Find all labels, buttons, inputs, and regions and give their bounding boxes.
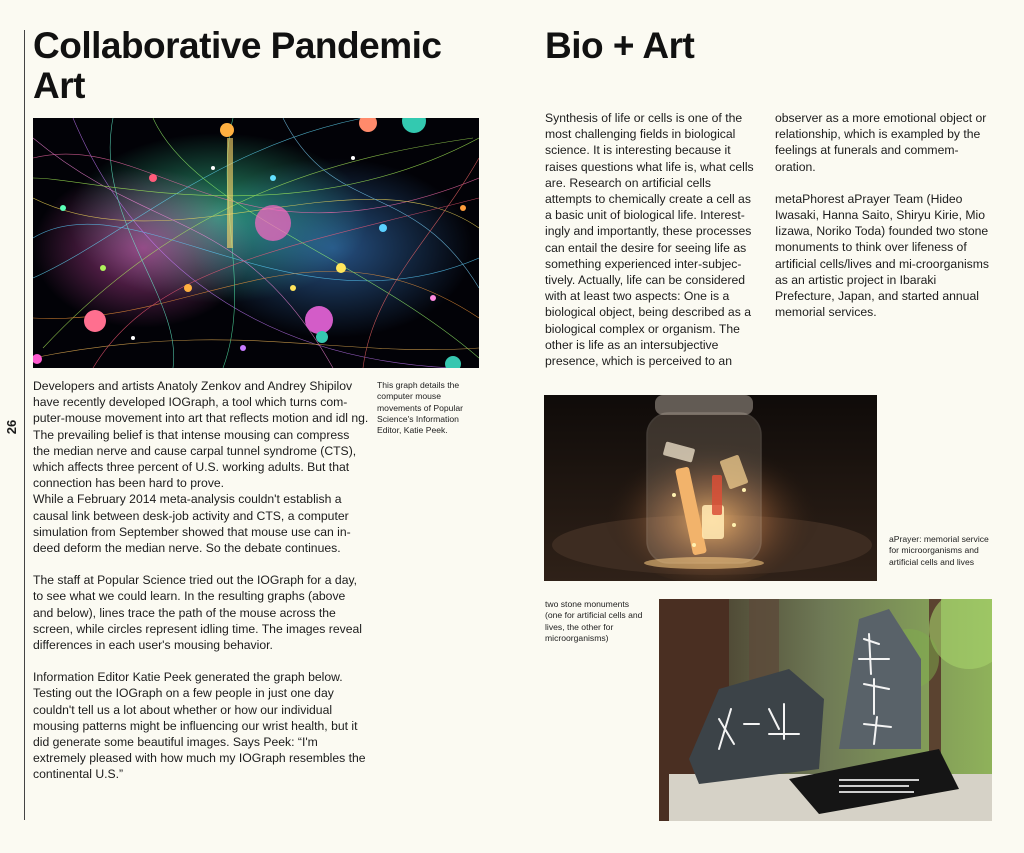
page-margin-rule (24, 30, 25, 820)
article-title-right: Bio + Art (545, 25, 695, 66)
jar-photo (544, 395, 877, 581)
iograph-image (33, 118, 479, 368)
left-paragraph-4: Information Editor Katie Peek generated the graph below. Testing out the IOGraph on a few people in just one day couldn't tell us a lot about whether or how our individual mousing patterns might be influencing our wrist health, but it did generate some beautiful images. Says Peek: “I'm extremely pleased with how much my IOGraph resembles the continental U.S.” (33, 670, 366, 782)
right-column-1: Synthesis of life or cells is one of the most challenging fields in biological science. It is interesting because it raises questions what life is, what cells are. Research on artificial cells attempts to chemically create a cell as a basic unit of biological life. Interest-ingly and importantly, these processes can entail the desire for seeing life as something experienced inter-subjec-tively. Actually, life can be considered with at least two aspects: One is a biological object, being described as a biological complex or organism. The other is life as an intersubjective presence, which is perceived to an (545, 111, 754, 369)
left-paragraph-2: While a February 2014 meta-analysis couldn't establish a causal link between desk-job activity and CTS, a computer simulation from September showed that mouse use can in-deed deform the median nerve. So the debate continues. (33, 492, 351, 556)
page-number: 26 (4, 419, 19, 435)
stone-illustration (659, 599, 992, 821)
right-column-2 (775, 110, 995, 336)
graph-caption: This graph details the computer mouse movements of Popular Science's Information Editor, Katie Peek. (377, 380, 463, 436)
right-paragraph-team: metaPhorest aPrayer Team (Hideo Iwasaki, Hanna Saito, Shiryu Kirie, Mio Iizawa, Noriko Toda) founded two stone monuments to think over lifeness of artificial cells/lives and mi-croorganisms as an artistic project in Ibaraki Prefecture, Japan, and started annual memorial services. (775, 191, 990, 320)
left-paragraph-3: The staff at Popular Science tried out the IOGraph for a day, to see what we could learn. In the resulting graphs (above and below), lines trace the path of the mouse across the screen, while circles represent idling time. The images reveal differences in each user's mousing behavior. (33, 573, 362, 653)
stone-monuments-photo (659, 599, 992, 821)
jar-illustration (544, 395, 877, 581)
right-paragraph-observer: observer as a more emotional object or relationship, which is exampled by the feelings at funerals and commem-oration. (775, 111, 987, 174)
left-body-text (33, 378, 369, 799)
article-title-left: Collaborative Pandemic Art (33, 25, 442, 106)
stones-caption: two stone monuments (one for artificial cells and lives, the other for microorganisms) (545, 599, 643, 643)
jar-caption: aPrayer: memorial service for microorganisms and artificial cells and lives (889, 534, 989, 567)
left-paragraph-1: Developers and artists Anatoly Zenkov and Andrey Shipilov have recently developed IOGraph, a tool which turns com-puter-mouse movement into art that reflects motion and idl ng. The prevailing belief is that intense mousing can compress the median nerve and cause carpal tunnel syndrome (CTS), which affects three percent of U.S. working adults. But that connection has been hard to prove. (33, 379, 369, 491)
iograph-art (33, 118, 479, 368)
